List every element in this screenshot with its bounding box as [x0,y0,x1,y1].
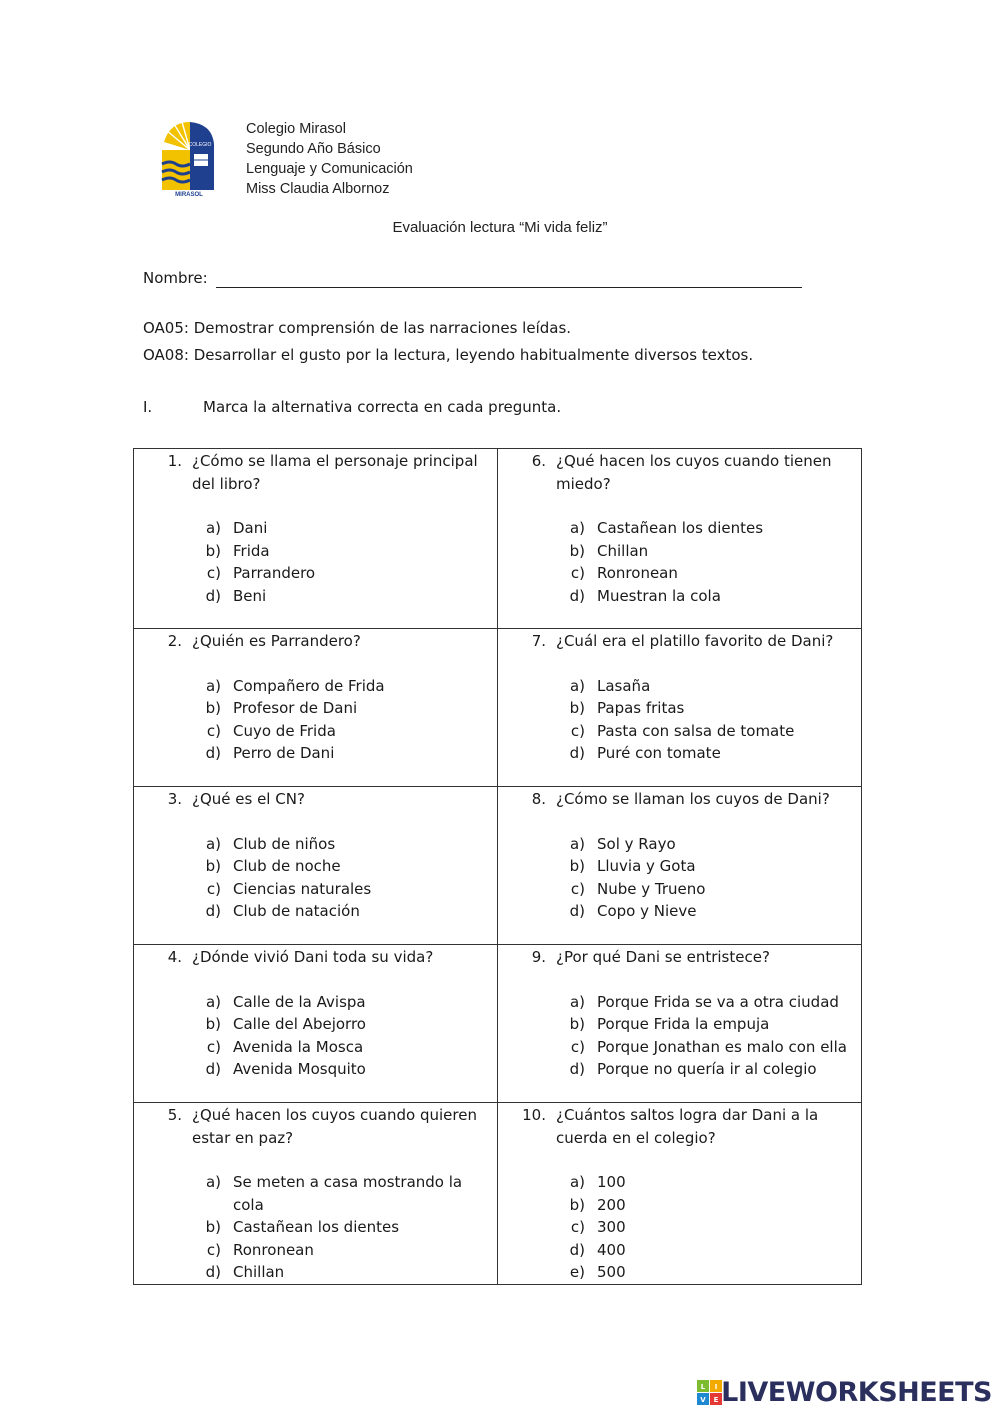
table-row [134,945,862,1103]
option-text: Porque no quería ir al colegio [597,1060,817,1078]
option-letter: d) [205,902,221,920]
option-text: Frida [233,541,270,560]
option-letter: d) [569,1240,585,1259]
question-number: 9. [531,948,546,966]
svg-text:L: L [700,1383,706,1391]
question-cell [498,629,862,787]
option-letter: a) [569,1173,585,1191]
svg-text:I: I [714,1383,718,1391]
school-subject: Lenguaje y Comunicación [246,161,413,177]
option-text: Beni [233,586,267,605]
section-instruction: Marca la alternativa correcta en cada pregunta. [203,398,562,416]
option-letter: d) [569,902,585,920]
answer-option[interactable] [498,1216,861,1239]
option-letter: a) [569,519,585,537]
question-cell [498,449,862,629]
question-text: ¿Cómo se llama el personaje principal del libro? [192,452,478,493]
answer-option[interactable] [498,833,861,856]
option-text: Lluvia y Gota [597,857,696,875]
option-letter: a) [205,834,221,853]
option-text: Ciencias naturales [233,879,372,898]
table-row [134,787,862,945]
option-letter: d) [569,1060,585,1078]
option-text: 100 [597,1173,626,1191]
answer-option[interactable] [134,1216,497,1239]
option-text: 200 [597,1195,626,1214]
option-text: Porque Frida se va a otra ciudad [597,992,839,1011]
option-text: Porque Frida la empuja [597,1015,770,1033]
school-logo [160,120,218,198]
option-text: Dani [233,519,268,537]
option-text: Sol y Rayo [597,834,676,853]
svg-text:MIRASOL: MIRASOL [175,192,203,198]
option-text: 300 [597,1218,626,1236]
option-letter: b) [569,699,585,717]
option-text: Nube y Trueno [597,879,706,898]
answer-option[interactable] [134,540,497,563]
question-cell [134,945,498,1103]
option-text: Castañean los dientes [233,1218,400,1236]
option-text: Profesor de Dani [233,699,358,717]
question-number: 10. [522,1106,546,1124]
answer-option[interactable] [134,1171,497,1216]
answer-option[interactable] [498,1058,861,1081]
answer-option[interactable] [498,517,861,540]
question-text: ¿Qué es el CN? [192,790,305,808]
option-letter: d) [569,744,585,762]
school-info [246,119,413,199]
option-letter: c) [570,1037,585,1056]
option-text: Muestran la cola [597,586,721,605]
school-name: Colegio Mirasol [246,121,346,137]
objective-oa05: OA05: Demostrar comprensión de las narraciones leídas. [143,319,572,337]
table-row [134,1103,862,1285]
option-letter: a) [205,676,221,695]
answer-option[interactable] [134,1261,497,1284]
option-text: 500 [597,1263,626,1281]
answer-option[interactable] [134,878,497,901]
option-letter: a) [205,519,221,537]
answer-option[interactable] [498,1194,861,1217]
answer-option[interactable] [498,697,861,720]
option-text: Cuyo de Frida [233,721,336,740]
question-number: 5. [167,1106,182,1124]
school-teacher: Miss Claudia Albornoz [246,181,390,197]
option-letter: a) [569,992,585,1011]
option-letter: b) [205,699,221,717]
answer-option[interactable] [498,1036,861,1059]
option-letter: a) [205,992,221,1011]
answer-option[interactable] [134,675,497,698]
question-cell [134,629,498,787]
question-text: ¿Dónde vivió Dani toda su vida? [192,948,434,966]
option-text: Parrandero [233,564,316,582]
question-number: 4. [167,948,182,966]
option-text: Chillan [233,1263,285,1281]
question-number: 8. [531,790,546,808]
option-letter: c) [206,721,221,740]
question-number: 1. [167,452,182,470]
answer-option[interactable] [134,1013,497,1036]
option-letter: b) [569,857,585,875]
answer-option[interactable] [134,991,497,1014]
answer-option[interactable] [134,833,497,856]
option-text: Calle del Abejorro [233,1015,366,1033]
option-letter: b) [569,1015,585,1033]
question-cell [134,449,498,629]
option-letter: b) [205,541,221,560]
option-letter: a) [569,676,585,695]
option-letter: c) [570,721,585,740]
nombre-field[interactable] [216,287,802,288]
option-letter: c) [206,1240,221,1259]
question-text: ¿Cómo se llaman los cuyos de Dani? [556,790,830,808]
option-text: Lasaña [597,676,651,695]
answer-option[interactable] [134,1036,497,1059]
option-text: Porque Jonathan es malo con ella [597,1037,847,1056]
option-text: Castañean los dientes [597,519,764,537]
answer-option[interactable] [498,562,861,585]
svg-text:E: E [713,1396,719,1404]
question-cell [134,787,498,945]
liveworksheets-brand: LIVEWORKSHEETS [721,1377,992,1408]
option-letter: d) [205,744,221,762]
questions-table [133,448,862,1285]
question-number: 3. [167,790,182,808]
option-letter: c) [206,564,221,582]
question-cell [498,1103,862,1285]
option-letter: c) [570,564,585,582]
option-letter: d) [205,1263,221,1281]
objective-oa08: OA08: Desarrollar el gusto por la lectura, leyendo habitualmente diversos textos. [143,346,754,364]
table-row [134,449,862,629]
answer-option[interactable] [498,900,861,923]
table-row [134,629,862,787]
option-letter: b) [569,1195,585,1214]
answer-option[interactable] [498,1239,861,1262]
question-cell [498,945,862,1103]
option-text: Club de niños [233,834,336,853]
option-text: Ronronean [233,1240,314,1259]
answer-option[interactable] [134,697,497,720]
answer-option[interactable] [134,1239,497,1262]
option-letter: c) [570,1218,585,1236]
svg-text:COLEGIO: COLEGIO [188,142,212,148]
option-text: Calle de la Avispa [233,992,366,1011]
question-text: ¿Cuál era el platillo favorito de Dani? [556,632,834,650]
option-letter: c) [570,879,585,898]
question-text: ¿Por qué Dani se entristece? [556,948,770,966]
school-grade: Segundo Año Básico [246,141,381,157]
question-cell [498,787,862,945]
answer-option[interactable] [498,720,861,743]
answer-option[interactable] [134,585,497,608]
option-letter: c) [206,1037,221,1056]
answer-option[interactable] [134,900,497,923]
section-number: I. [143,398,153,416]
question-text: ¿Qué hacen los cuyos cuando tienen miedo? [556,452,832,493]
answer-option[interactable] [498,878,861,901]
answer-option[interactable] [498,855,861,878]
answer-option[interactable] [498,585,861,608]
option-letter: b) [569,541,585,560]
answer-option[interactable] [498,1171,861,1194]
answer-option[interactable] [498,675,861,698]
option-text: Copo y Nieve [597,902,697,920]
question-number: 2. [167,632,182,650]
question-text: ¿Quién es Parrandero? [192,632,361,650]
option-text: Se meten a casa mostrando la cola [233,1173,463,1214]
answer-option[interactable] [498,742,861,765]
option-letter: b) [205,857,221,875]
option-text: Club de natación [233,902,360,920]
liveworksheets-logo-icon [697,1380,723,1406]
question-text: ¿Qué hacen los cuyos cuando quieren estar en paz? [192,1106,477,1147]
answer-option[interactable] [134,742,497,765]
option-text: Puré con tomate [597,744,721,762]
option-letter: e) [569,1263,585,1281]
option-text: Papas fritas [597,699,685,717]
answer-option[interactable] [498,1261,861,1284]
question-cell [134,1103,498,1285]
svg-text:V: V [700,1396,706,1404]
option-letter: b) [205,1218,221,1236]
option-text: Pasta con salsa de tomate [597,721,795,740]
answer-option[interactable] [498,540,861,563]
option-letter: c) [206,879,221,898]
option-text: Club de noche [233,857,341,875]
option-text: Compañero de Frida [233,676,385,695]
answer-option[interactable] [134,562,497,585]
option-letter: d) [205,1060,221,1078]
option-text: Perro de Dani [233,744,335,762]
answer-option[interactable] [498,991,861,1014]
answer-option[interactable] [134,855,497,878]
option-letter: a) [569,834,585,853]
logo-sun-rays-icon [164,122,190,150]
page-title: Evaluación lectura “Mi vida feliz” [392,219,608,236]
option-text: Avenida Mosquito [233,1060,366,1078]
question-text: ¿Cuántos saltos logra dar Dani a la cuerda en el colegio? [556,1106,819,1147]
answer-option[interactable] [134,517,497,540]
option-letter: d) [205,586,221,605]
option-letter: a) [205,1173,221,1191]
option-letter: b) [205,1015,221,1033]
option-text: 400 [597,1240,626,1259]
nombre-label: Nombre: [143,269,208,287]
option-letter: d) [569,586,585,605]
answer-option[interactable] [498,1013,861,1036]
option-text: Avenida la Mosca [233,1037,364,1056]
answer-option[interactable] [134,1058,497,1081]
question-number: 7. [531,632,546,650]
option-text: Chillan [597,541,649,560]
question-number: 6. [531,452,546,470]
answer-option[interactable] [134,720,497,743]
option-text: Ronronean [597,564,678,582]
